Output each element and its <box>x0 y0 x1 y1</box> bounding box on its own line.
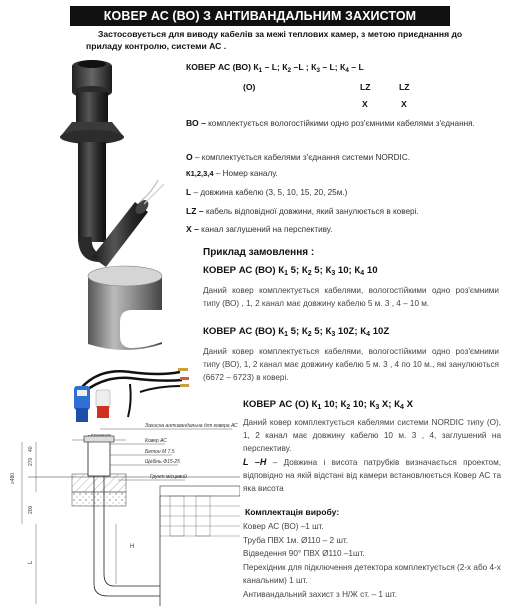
anti-vandal-cover-illustration <box>80 262 170 357</box>
formula-option-x: X <box>362 99 368 109</box>
kit-item: Відведення 90° ПВХ Ø110 –1шт. <box>243 549 365 559</box>
title-sub: 4 <box>366 331 371 338</box>
formula-part: – L; К <box>319 62 346 72</box>
title-part: 10 <box>364 265 378 276</box>
title-part: КОВЕР АС (О) К <box>243 399 318 410</box>
title-part: 10; К <box>335 265 361 276</box>
formula-option-x: X <box>401 99 407 109</box>
title-part: КОВЕР АС (ВО) К <box>203 265 285 276</box>
definition-term: L <box>186 187 192 197</box>
definition-vo <box>186 117 496 130</box>
formula-sub: 3 <box>316 67 320 74</box>
kit-item: Перехідник для підключення детектора комплектується (2-х або 4-х канальним) 1 шт. <box>243 562 501 586</box>
definition-text: – Номер каналу. <box>213 169 278 178</box>
title-sub: 3 <box>331 270 336 277</box>
title-sub: 2 <box>307 331 312 338</box>
definition-text: – довжина кабелю (3, 5, 10, 15, 20, 25м.) <box>191 188 348 197</box>
drawing-dim-200: 200 <box>28 505 34 514</box>
title-sub: 1 <box>317 404 322 411</box>
drawing-dim-270: 270 <box>28 457 34 466</box>
definition-text: – комплектується кабелями з'єднання системи NORDIC. <box>192 153 411 162</box>
formula-part: КОВЕР АС (ВО) К <box>186 62 259 72</box>
lh-note <box>243 456 501 495</box>
title-part: КОВЕР АС (ВО) К <box>203 326 285 337</box>
example-2-title <box>203 326 389 338</box>
order-formula <box>186 62 364 74</box>
drawing-label-ground: Грунт місцевий <box>150 474 187 480</box>
drawing-dim-40: 40 <box>28 446 34 452</box>
kit-item: Труба ПВХ 1м. Ø110 – 2 шт. <box>243 535 349 545</box>
title-part: 10; К <box>321 399 347 410</box>
title-part: 5; К <box>287 326 308 337</box>
title-sub: 1 <box>284 270 288 277</box>
definition-term: ВО – <box>186 118 206 128</box>
example-3-text: Даний ковер комплектується кабелями системи NORDIC типу (О), 1, 2 канал має довжину кабелю 10 м. 3 , 4, заглушений на перспективу. <box>243 418 501 453</box>
title-part: Х <box>403 399 413 410</box>
title-part: 5; К <box>287 265 308 276</box>
cover-riser-illustration <box>40 52 170 282</box>
definition-text: кабель відповідної довжини, який занулюється в ковері. <box>203 207 419 216</box>
lh-term: L –H <box>243 457 267 467</box>
kit-heading: Комплектація виробу: <box>245 507 340 517</box>
drawing-dim-h: H <box>130 544 135 550</box>
lh-text: – Довжина і висота патрубків визначається проектом, відповідно на якій відстані від камери встановлюється Ковер АС та яка висота <box>243 458 502 493</box>
definition-term: О <box>186 152 193 162</box>
title-sub: 4 <box>400 404 404 411</box>
drawing-label-gravel: Щебінь Ф15-25 <box>145 459 180 465</box>
title-part: 5; К <box>311 265 332 276</box>
drawing-label-concrete: Бетон М 7.5 <box>145 449 175 455</box>
drawing-label-cover-guard: Захисна антивандальна для ковера АС <box>145 423 238 429</box>
installation-drawing <box>0 414 240 606</box>
title-sub: 4 <box>360 270 365 277</box>
definition-channel <box>186 168 496 180</box>
intro-paragraph <box>86 28 506 52</box>
page-title: КОВЕР АС (ВО) З АНТИВАНДАЛЬНИМ ЗАХИСТОМ <box>70 6 450 26</box>
definition-text: комплектується вологостійкими одно роз'ємними кабелями з'єднання. <box>205 119 475 128</box>
title-sub: 2 <box>346 404 351 411</box>
definition-lz <box>186 205 496 218</box>
definition-o <box>186 151 496 164</box>
title-sub: 3 <box>331 331 336 338</box>
kit-item: Антивандальний захист з Н/Ж ст. – 1 шт. <box>243 589 397 599</box>
definition-term: Х – <box>186 224 199 234</box>
example-1-text: Даний ковер комплектується кабелями, вологостійкими одно роз'ємними типу (ВО) , 1, 2 канал має довжину кабелю 5 м. 3 , 4 – 10 м. <box>203 286 499 308</box>
cable-ends <box>178 368 189 387</box>
title-part: 10; К <box>350 399 376 410</box>
definition-text: канал заглушений на перспективу. <box>198 225 333 234</box>
example-1-title <box>203 265 378 277</box>
title-sub: 2 <box>307 270 312 277</box>
formula-sub: 2 <box>287 67 292 74</box>
example-3-title <box>243 399 413 411</box>
drawing-dim-l: L <box>28 560 34 564</box>
drawing-dim-480: ≥480 <box>10 472 16 484</box>
kit-item: Ковер АС (ВО) –1 шт. <box>243 522 324 531</box>
formula-option-lz: LZ <box>399 82 410 92</box>
formula-part: – L; К <box>262 62 288 72</box>
formula-sub: 4 <box>345 67 349 74</box>
title-sub: 3 <box>375 404 380 411</box>
intro-line-1: Застосовується для виводу кабелів за межі теплових камер, з метою приєднання до <box>98 29 463 39</box>
drawing-label-cover: Ковер АС <box>145 438 167 444</box>
definition-x <box>186 223 496 236</box>
title-sub: 1 <box>284 331 288 338</box>
definition-term: LZ – <box>186 206 204 216</box>
kit-list <box>243 520 513 602</box>
intro-line-2: приладу контролю, системи АС . <box>86 41 227 51</box>
formula-part: –L ; К <box>291 62 317 72</box>
definition-l <box>186 186 496 199</box>
formula-sub: 1 <box>258 67 263 74</box>
title-part: 10Z; К <box>335 326 367 337</box>
example-heading: Приклад замовлення : <box>203 247 315 258</box>
example-2-text: Даний ковер комплектується кабелями, вологостійкими одно роз'ємними типу (ВО), 1, 2 канал має довжину кабелю 5 м. 3 , 4 по 10 м., які занулюються (6672 – 6723) в ковері. <box>203 347 499 382</box>
formula-option-o: (O) <box>243 82 256 92</box>
formula-part: – L <box>348 62 364 72</box>
title-part: 5; К <box>311 326 332 337</box>
title-part: 10Z <box>370 326 390 337</box>
title-part: Х; К <box>379 399 400 410</box>
formula-option-lz: LZ <box>360 82 371 92</box>
definition-term: К1,2,3,4 <box>186 169 214 178</box>
